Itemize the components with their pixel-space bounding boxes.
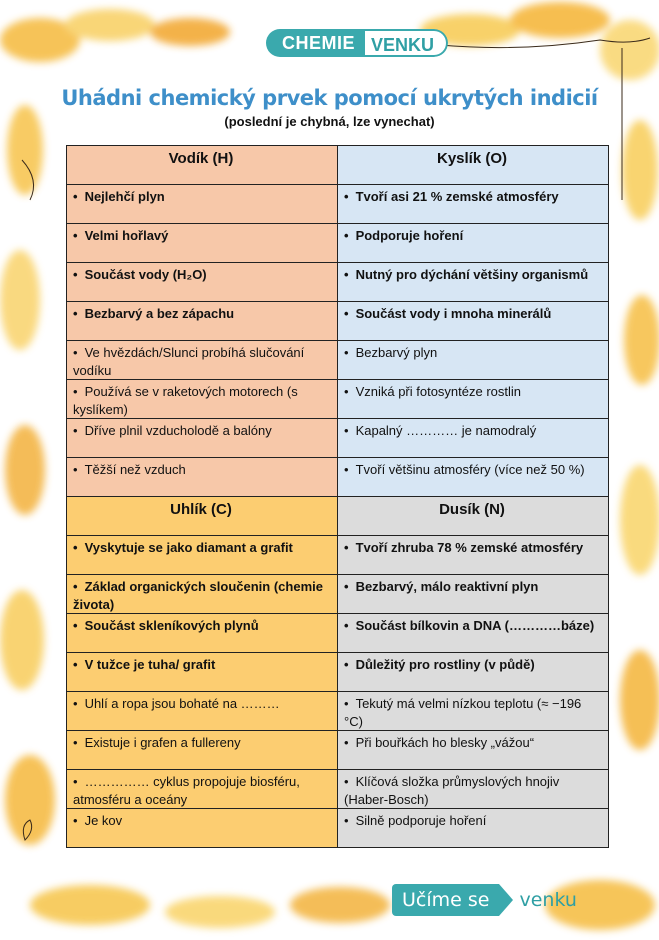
logo-arrow <box>499 884 513 916</box>
clue-cell: • Nutný pro dýchání většiny organismů <box>337 262 609 302</box>
clue-cell: • Tekutý má velmi nízkou teplotu (≈ −196 °C) <box>337 691 609 731</box>
table-row <box>67 380 611 419</box>
clue-cell: • Těžší než vzduch <box>66 457 338 497</box>
table-row <box>67 458 611 497</box>
chemie-venku-logo <box>266 29 448 57</box>
clue-cell: • Tvoří zhruba 78 % zemské atmosféry <box>337 535 609 575</box>
clue-cell: • Tvoří většinu atmosféry (více než 50 %) <box>337 457 609 497</box>
clue-cell: • Bezbarvý a bez zápachu <box>66 301 338 341</box>
page-subtitle: (poslední je chybná, lze vynechat) <box>224 114 435 129</box>
table-row <box>67 692 611 731</box>
table-row <box>67 224 611 263</box>
clue-cell: • Vyskytuje se jako diamant a grafit <box>66 535 338 575</box>
clue-cell: • Bezbarvý plyn <box>337 340 609 380</box>
table-row <box>67 731 611 770</box>
clue-cell: • Základ organických sloučenin (chemie života) <box>66 574 338 614</box>
clue-cell: • Klíčová složka průmyslových hnojiv (Haber-Bosch) <box>337 769 609 809</box>
clue-cell: • Bezbarvý, málo reaktivní plyn <box>337 574 609 614</box>
clue-cell: • Součást skleníkových plynů <box>66 613 338 653</box>
clue-cell: • …………… cyklus propojuje biosféru, atmosféru a oceány <box>66 769 338 809</box>
page-title: Uhádni chemický prvek pomocí ukrytých indicií <box>61 86 598 110</box>
header-hydrogen: Vodík (H) <box>66 145 338 185</box>
clue-cell: • Je kov <box>66 808 338 848</box>
clue-cell: • Tvoří asi 21 % zemské atmosféry <box>337 184 609 224</box>
header-carbon: Uhlík (C) <box>66 496 338 536</box>
clue-cell: • Podporuje hoření <box>337 223 609 263</box>
logo-part-venku: VENKU <box>365 29 448 57</box>
clue-cell: • Dříve plnil vzducholodě a balóny <box>66 418 338 458</box>
clue-cell: • Nejlehčí plyn <box>66 184 338 224</box>
clue-cell: • Silně podporuje hoření <box>337 808 609 848</box>
table-row <box>67 536 611 575</box>
table-row <box>67 575 611 614</box>
table-row <box>67 809 611 848</box>
table-row <box>67 770 611 809</box>
clue-cell: • Součást vody (H₂O) <box>66 262 338 302</box>
table-row <box>67 419 611 458</box>
clue-cell: • Při bouřkách ho blesky „vážou“ <box>337 730 609 770</box>
header-oxygen: Kyslík (O) <box>337 145 609 185</box>
header-nitrogen: Dusík (N) <box>337 496 609 536</box>
clue-cell: • Ve hvězdách/Slunci probíhá slučování vodíku <box>66 340 338 380</box>
logo-part-chemie: CHEMIE <box>266 29 365 57</box>
table-row <box>67 614 611 653</box>
clue-table <box>67 146 611 848</box>
table-row <box>67 263 611 302</box>
clue-cell: • Uhlí a ropa jsou bohaté na ……… <box>66 691 338 731</box>
table-row <box>67 302 611 341</box>
logo-part-venku: venku <box>519 889 577 911</box>
clue-cell: • Používá se v raketových motorech (s kyslíkem) <box>66 379 338 419</box>
clue-cell: • Existuje i grafen a fullereny <box>66 730 338 770</box>
clue-cell: • Kapalný ………… je namodralý <box>337 418 609 458</box>
logo-part-ucime-se: Učíme se <box>392 884 499 916</box>
table-header-row <box>67 146 611 185</box>
table-row <box>67 653 611 692</box>
table-row <box>67 185 611 224</box>
table-row <box>67 341 611 380</box>
clue-cell: • Důležitý pro rostliny (v půdě) <box>337 652 609 692</box>
clue-cell: • Součást vody i mnoha minerálů <box>337 301 609 341</box>
clue-cell: • Součást bílkovin a DNA (…………báze) <box>337 613 609 653</box>
ucime-se-venku-logo <box>392 884 583 916</box>
clue-cell: • V tužce je tuha/ grafit <box>66 652 338 692</box>
table-header-row <box>67 497 611 536</box>
clue-cell: • Vzniká při fotosyntéze rostlin <box>337 379 609 419</box>
clue-cell: • Velmi hořlavý <box>66 223 338 263</box>
